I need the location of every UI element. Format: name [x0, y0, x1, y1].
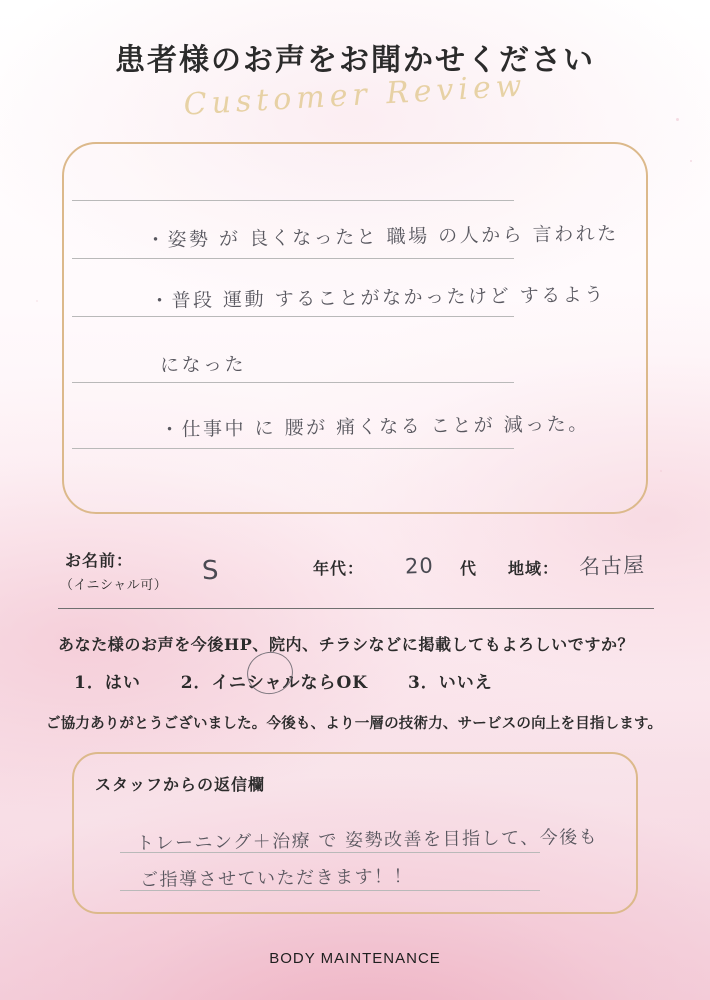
- name-value: S: [201, 555, 221, 587]
- comment-rule: [72, 316, 514, 317]
- section-divider: [58, 608, 654, 609]
- comment-rule: [72, 382, 514, 383]
- staff-reply-title: スタッフからの返信欄: [95, 775, 266, 794]
- comment-rule: [72, 258, 514, 259]
- permission-question: あなた様のお声を今後HP、院内、チラシなどに掲載してもよろしいですか？: [58, 635, 635, 654]
- comment-handwriting-line: になった: [159, 353, 247, 377]
- page-subtitle-script: Customer Review: [182, 68, 528, 123]
- name-sub-label: （イニシャル可）: [60, 578, 168, 593]
- page-title: 患者様のお声をお聞かせください: [115, 43, 595, 78]
- comment-handwriting-line: ・姿勢 が 良くなったと 職場 の人から 言われた: [145, 222, 619, 252]
- comment-rule: [72, 448, 514, 449]
- comment-handwriting-line: ・普段 運動 することがなかったけど するよう: [149, 283, 606, 313]
- paper-speckle: [690, 160, 692, 162]
- paper-speckle: [660, 470, 662, 472]
- paper-speckle: [676, 118, 679, 121]
- permission-option-3[interactable]: 3．いいえ: [407, 673, 493, 693]
- comment-handwriting-line: ・仕事中 に 腰が 痛くなる ことが 減った。: [159, 413, 590, 441]
- name-label: お名前：: [65, 551, 134, 570]
- age-value: 20: [404, 553, 435, 579]
- footer-brand: BODY MAINTENANCE: [269, 950, 441, 967]
- age-label: 年代：: [313, 559, 365, 578]
- area-label: 地域：: [508, 559, 560, 578]
- respondent-info-row: [60, 540, 660, 602]
- permission-option-1[interactable]: 1．はい: [74, 673, 141, 693]
- customer-comment-box: [62, 142, 648, 514]
- paper-speckle: [36, 300, 38, 302]
- staff-handwriting-line: トレーニング＋治療 で 姿勢改善を目指して、今後も: [135, 826, 599, 855]
- staff-handwriting-line: ご指導させていただきます！！: [139, 866, 414, 891]
- comment-rule: [72, 200, 514, 201]
- age-unit-label: 代: [460, 559, 478, 578]
- thanks-text: ご協力ありがとうございました。今後も、より一層の技術力、サービスの向上を目指します。: [46, 715, 663, 732]
- permission-option-2[interactable]: 2．イニシャルならOK: [180, 673, 369, 693]
- page-header: [0, 43, 710, 123]
- area-value: 名古屋: [578, 552, 646, 580]
